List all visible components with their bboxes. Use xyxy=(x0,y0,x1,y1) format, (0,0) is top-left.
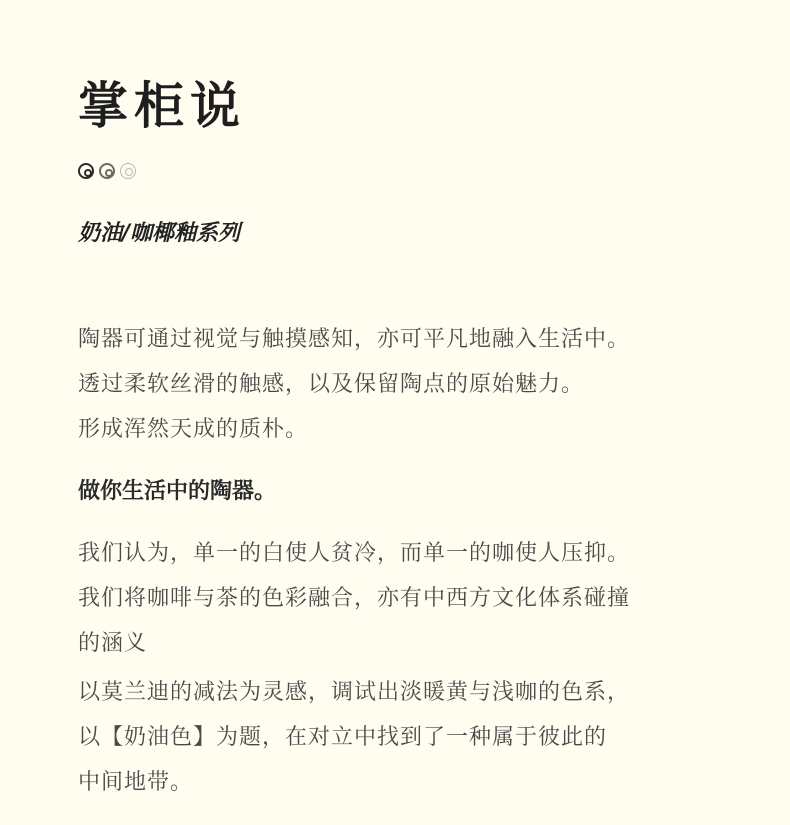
page-title: 掌柜说 xyxy=(78,77,246,135)
series-subtitle: 奶油/咖椰釉系列 xyxy=(78,221,241,246)
paragraph-inspiration xyxy=(78,670,630,805)
paragraph-line: 我们认为，单一的白使人贫冷，而单一的咖使人压抑。 xyxy=(78,541,631,566)
paragraph-intro xyxy=(78,317,630,452)
page-indicator xyxy=(78,163,136,179)
paragraph-line: 我们将咖啡与茶的色彩融合，亦有中西方文化体系碰撞 xyxy=(78,586,631,611)
paragraph-line: 透过柔软丝滑的触感，以及保留陶点的原始魅力。 xyxy=(78,372,585,397)
emphasis-line: 做你生活中的陶器。 xyxy=(78,479,277,504)
paragraph-line: 形成浑然天成的质朴。 xyxy=(78,417,309,442)
paragraph-line: 的涵义 xyxy=(78,631,148,656)
indicator-dot-icon xyxy=(99,163,115,179)
paragraph-line: 陶器可通过视觉与触摸感知，亦可平凡地融入生活中。 xyxy=(78,327,631,352)
paragraph-line: 以【奶油色】为题，在对立中找到了一种属于彼此的 xyxy=(78,725,608,750)
paragraph-line: 中间地带。 xyxy=(78,770,194,795)
indicator-dot-icon xyxy=(78,163,94,179)
paragraph-line: 以莫兰迪的减法为灵感，调试出淡暖黄与浅咖的色系， xyxy=(78,680,631,705)
indicator-dot-icon xyxy=(120,163,136,179)
paragraph-color-concept xyxy=(78,531,630,666)
